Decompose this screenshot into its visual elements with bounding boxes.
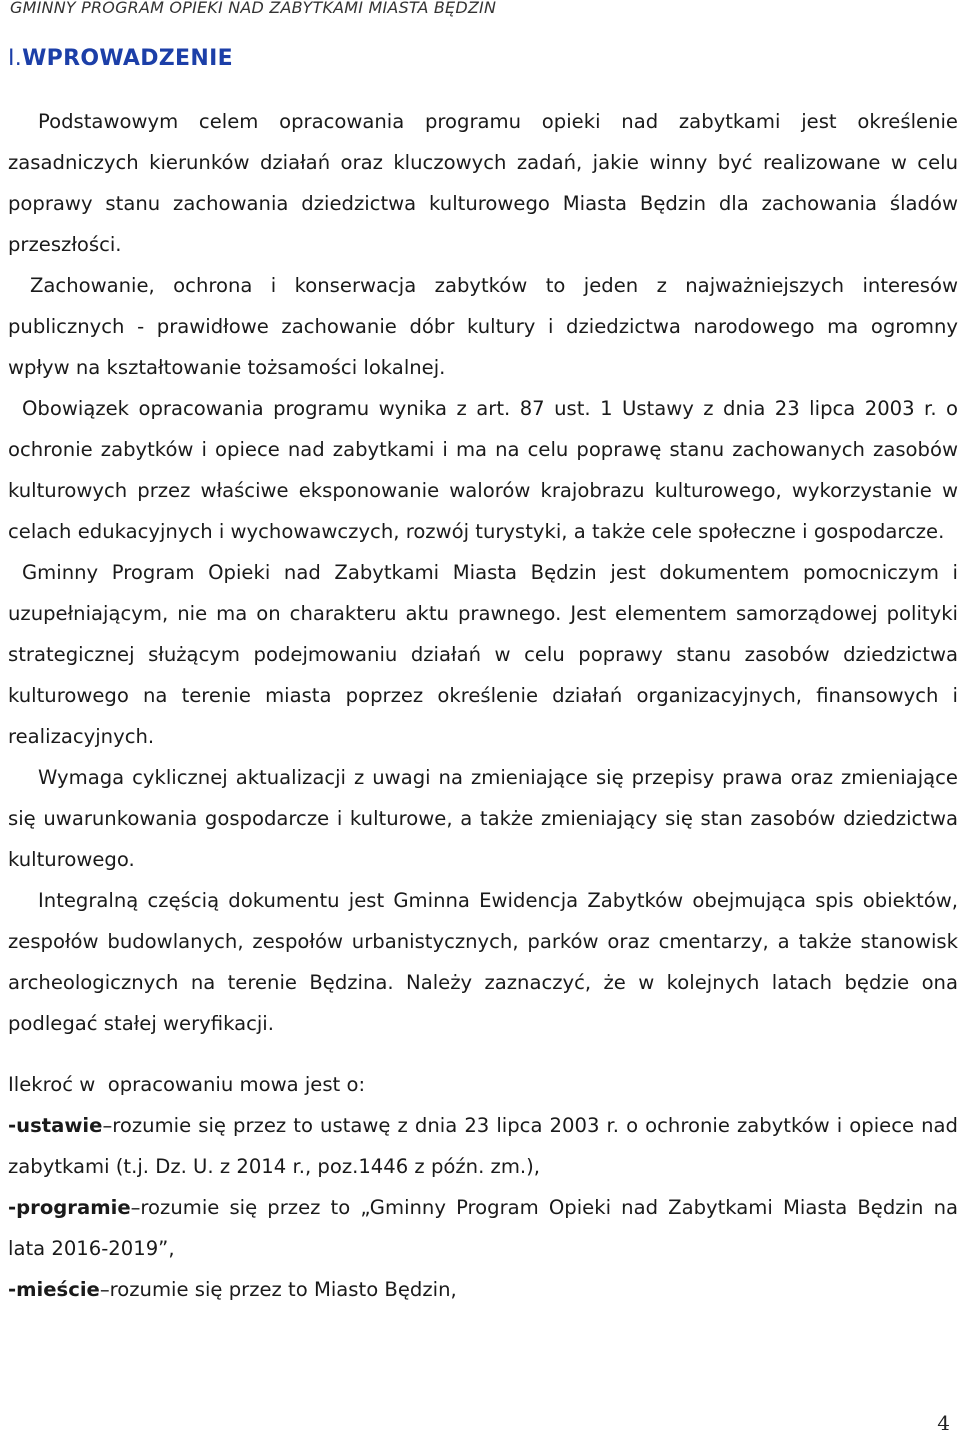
definition-item	[8, 1105, 958, 1187]
paragraph: Integralną częścią dokumentu jest Gminna Ewidencja Zabytków obejmująca spis obiektów, zespołów budowlanych, zespołów urbanistycznych, parków oraz cmentarzy, a także stanowisk archeologicznych na terenie Będzina. Należy zaznaczyć, że w kolejnych latach będzie ona podlegać stałej weryfikacji.	[8, 889, 958, 1035]
definition-text: –rozumie się przez to „Gminny Program Opieki nad Zabytkami Miasta Będzin na lata 2016-2019”,	[8, 1196, 958, 1260]
section-title: WPROWADZENIE	[22, 46, 233, 71]
running-header: GMINNY PROGRAM OPIEKI NAD ZABYTKAMI MIASTA BĘDZIN	[10, 0, 497, 17]
definition-term: -ustawie	[8, 1114, 103, 1137]
definition-term: -mieście	[8, 1278, 100, 1301]
paragraph: Wymaga cyklicznej aktualizacji z uwagi na zmieniające się przepisy prawa oraz zmieniające się uwarunkowania gospodarcze i kulturowe, a także zmieniający się stan zasobów dziedzictwa kulturowego.	[8, 766, 958, 871]
definitions-intro: Ilekroć w opracowaniu mowa jest o:	[8, 1073, 366, 1096]
paragraph: Obowiązek opracowania programu wynika z art. 87 ust. 1 Ustawy z dnia 23 lipca 2003 r. o ochronie zabytków i opiece nad zabytkami i ma na celu poprawę stanu zachowanych zasobów kulturowych przez właściwe eksponowanie walorów krajobrazu kulturowego, wykorzystanie w celach edukacyjnych i wychowawczych, rozwój turystyki, a także cele społeczne i gospodarcze.	[8, 397, 958, 543]
page-number: 4	[937, 1411, 950, 1435]
definition-term: -programie	[8, 1196, 131, 1219]
section-heading	[8, 46, 233, 71]
definition-text: –rozumie się przez to ustawę z dnia 23 lipca 2003 r. o ochronie zabytków i opiece nad zabytkami (t.j. Dz. U. z 2014 r., poz.1446 z późn. zm.),	[8, 1114, 958, 1178]
definition-item	[8, 1187, 958, 1269]
definition-text: –rozumie się przez to Miasto Będzin,	[99, 1278, 457, 1301]
paragraph: Podstawowym celem opracowania programu opieki nad zabytkami jest określenie zasadniczych kierunków działań oraz kluczowych zadań, jakie winny być realizowane w celu poprawy stanu zachowania dziedzictwa kulturowego Miasta Będzin dla zachowania śladów przeszłości.	[8, 110, 958, 256]
section-number: I.	[8, 46, 23, 71]
body-text	[8, 101, 958, 1310]
paragraph: Gminny Program Opieki nad Zabytkami Miasta Będzin jest dokumentem pomocniczym i uzupełniającym, nie ma on charakteru aktu prawnego. Jest elementem samorządowej polityki strategicznej służącym podejmowaniu działań w celu poprawy stanu zasobów dziedzictwa kulturowego na terenie miasta poprzez określenie działań organizacyjnych, finansowych i realizacyjnych.	[8, 561, 958, 748]
paragraph: Zachowanie, ochrona i konserwacja zabytków to jeden z najważniejszych interesów publicznych - prawidłowe zachowanie dóbr kultury i dziedzictwa narodowego ma ogromny wpływ na kształtowanie tożsamości lokalnej.	[8, 274, 958, 379]
definition-item	[8, 1269, 958, 1310]
